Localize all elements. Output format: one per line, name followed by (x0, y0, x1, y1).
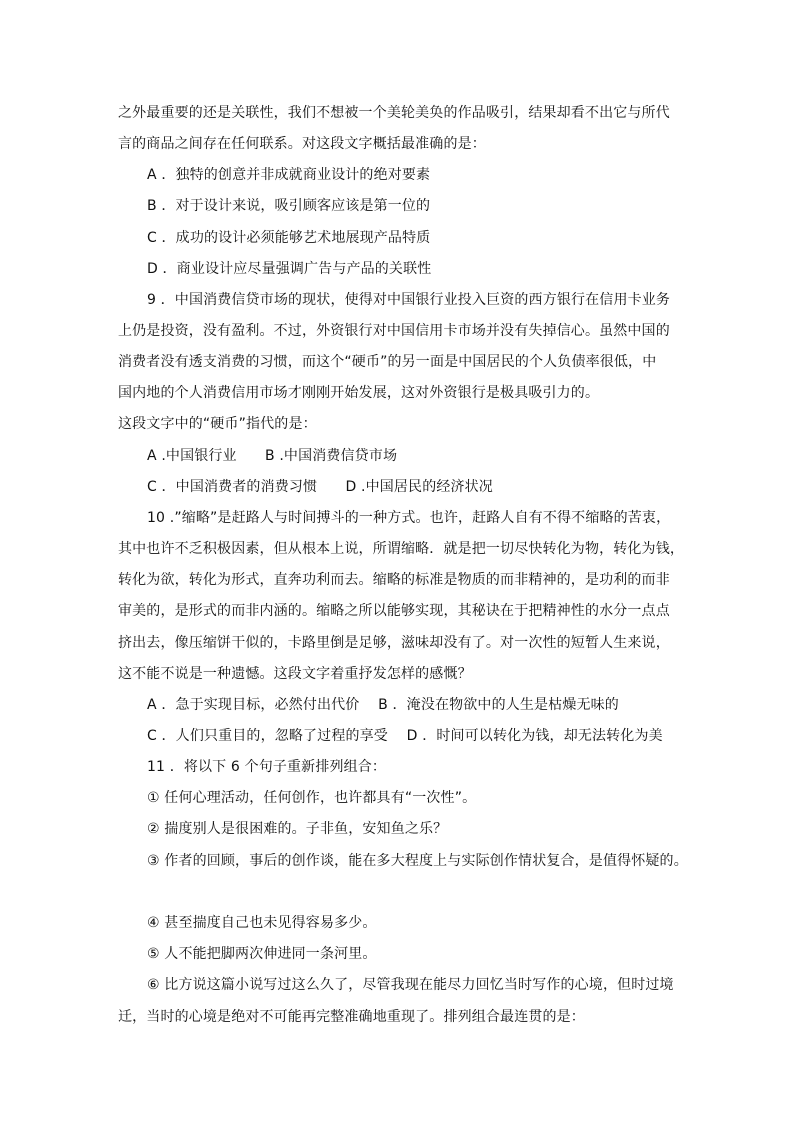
question-10-options-ab: A ．急于实现目标，必然付出代价 B ．淹没在物欲中的人生是枯燥无味的 (147, 697, 619, 713)
question-10-stem: 10 .”缩略”是赶路人与时间搏斗的一种方式。也许，赶路人自有不得不缩略的苦衷， (147, 510, 671, 526)
question-9-options-cd: C ．中国消费者的消费习惯 D .中国居民的经济状况 (147, 479, 493, 495)
question-11-stem: 11 ．将以下 6 个句子重新排列组合： (147, 759, 387, 775)
paragraph-line: 之外最重要的还是关联性，我们不想被一个美轮美奂的作品吸引，结果却看不出它与所代 (118, 105, 670, 121)
option-b: B ．对于设计来说，吸引顾客应该是第一位的 (147, 198, 431, 214)
sentence-1: ① 任何心理活动，任何创作，也许都具有“一次性”。 (147, 790, 477, 806)
paragraph-line: 消费者没有透支消费的习惯，而这个“硬币”的另一面是中国居民的个人负债率很低，中 (118, 354, 657, 370)
sentence-6: ⑥ 比方说这篇小说写过这么久了，尽管我现在能尽力回忆当时写作的心境，但时过境 (147, 977, 674, 993)
question-10-prompt: 这不能不说是一种遗憾。这段文字着重抒发怎样的感慨？ (118, 666, 472, 682)
paragraph-line: 国内地的个人消费信用市场才刚刚开始发展，这对外资银行是极具吸引力的。 (118, 385, 600, 401)
sentence-5: ⑤ 人不能把脚两次伸进同一条河里。 (147, 946, 377, 962)
sentence-2: ② 揣度别人是很困难的。子非鱼，安知鱼之乐？ (147, 821, 448, 837)
option-a: A ．独特的创意并非成就商业设计的绝对要素 (147, 167, 431, 183)
paragraph-line: 上仍是投资，没有盈利。不过，外资银行对中国信用卡市场并没有失掉信心。虽然中国的 (118, 323, 670, 339)
sentence-3: ③ 作者的回顾，事后的创作谈，能在多大程度上与实际创作情状复合，是值得怀疑的。 (147, 853, 688, 869)
question-11-prompt: 迁，当时的心境是绝对不可能再完整准确地重现了。排列组合最连贯的是： (118, 1009, 585, 1025)
option-c: C ．成功的设计必须能够艺术地展现产品特质 (147, 230, 431, 246)
question-9-prompt: 这段文字中的“硬币”指代的是： (118, 416, 317, 432)
question-9-stem: 9 ．中国消费信贷市场的现状，使得对中国银行业投入巨资的西方银行在信用卡业务 (147, 292, 671, 308)
question-9-options-ab: A .中国银行业 B .中国消费信贷市场 (147, 448, 398, 464)
paragraph-line: 挤出去，像压缩饼干似的，卡路里倒是足够，滋味却没有了。对一次性的短暂人生来说， (118, 635, 670, 651)
option-d: D ．商业设计应尽量强调广告与产品的关联性 (147, 261, 432, 277)
sentence-4: ④ 甚至揣度自己也未见得容易多少。 (147, 915, 377, 931)
paragraph-line: 言的商品之间存在任何联系。对这段文字概括最准确的是： (118, 136, 486, 152)
paragraph-line: 其中也许不乏积极因素，但从根本上说，所谓缩略．就是把一切尽快转化为物，转化为钱， (118, 541, 684, 557)
question-10-options-cd: C ．人们只重目的，忽略了过程的享受 D ．时间可以转化为钱，却无法转化为美 (147, 728, 663, 744)
paragraph-line: 转化为欲，转化为形式，直奔功利而去。缩略的标准是物质的而非精神的，是功利的而非 (118, 572, 670, 588)
paragraph-line: 审美的，是形式的而非内涵的。缩略之所以能够实现，其秘诀在于把精神性的水分一点点 (118, 603, 670, 619)
